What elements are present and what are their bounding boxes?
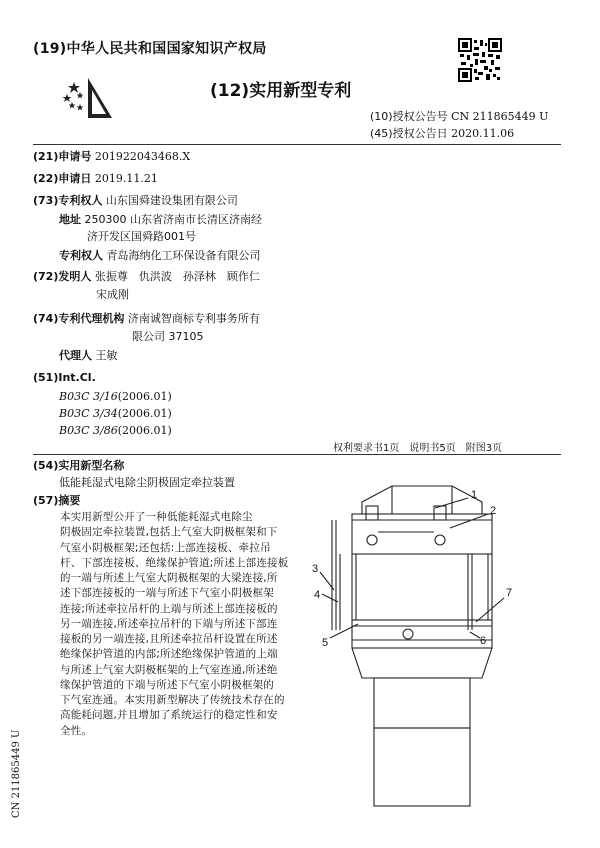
apparatus-drawing [300, 480, 570, 820]
agent-name: 王敏 [95, 349, 118, 362]
qr-code-icon [458, 38, 502, 82]
header-divider [33, 144, 561, 145]
abstract-line: 杆、下部连接板、绝缘保护管道;所述上部连接板 [60, 557, 289, 569]
agent-label: 代理人 [59, 349, 92, 362]
application-number-row [33, 150, 190, 164]
pages-summary: 权利要求书1页 说明书5页 附图3页 [333, 443, 503, 454]
abstract-line: 缘保护管道的下端与所述下气室小阴极框架的 [60, 679, 274, 691]
ipc-version: (2006.01) [117, 390, 172, 403]
patentee-name: 山东国舜建设集团有限公司 [105, 194, 238, 207]
application-number: 201922043468.X [94, 150, 191, 163]
pub-number-row [370, 110, 548, 124]
agency-line-1: 济南诚智商标专利事务所有 [127, 312, 260, 325]
abstract-line: 本实用新型公开了一种低能耗湿式电除尘 [60, 511, 253, 523]
figure-label-1: 1 [471, 489, 478, 501]
agency-row [33, 312, 260, 326]
abstract-label: (57)摘要 [33, 494, 81, 507]
ipc-code: B03C 3/86 [59, 424, 118, 437]
agent-row [59, 349, 118, 363]
second-patentee-label: 专利权人 [59, 249, 103, 262]
cnipa-logo-icon [60, 74, 118, 122]
figure-label-7: 7 [506, 587, 513, 599]
abstract-line: 全性。 [60, 725, 93, 737]
lower-chamber [352, 620, 492, 648]
abstract-line: 气室小阴极框架;还包括:上部连接板、牵拉吊 [60, 542, 271, 554]
pub-date-row [370, 127, 514, 141]
inventors-line-2: 宋成刚 [96, 288, 129, 301]
pub-number-label: (10)授权公告号 [370, 110, 448, 123]
abstract-line: 阴极固定牵拉装置,包括上气室大阴极框架和下 [60, 526, 278, 538]
bottom-duct [374, 728, 470, 806]
pub-number: CN 211865449 U [451, 110, 549, 123]
inventors-line-1: 张振尊 仇洪波 孙泽林 顾作仁 [94, 270, 260, 283]
ipc-code: B03C 3/16 [59, 390, 118, 403]
inventors-row [33, 270, 260, 284]
abstract-line: 与所述上气室大阴极框架的上气室连通,所述绝 [60, 664, 278, 676]
ipc-entry [59, 390, 172, 404]
side-publication-number [5, 700, 29, 820]
utility-model-title-label: (54)实用新型名称 [33, 459, 125, 472]
address-line-2: 济开发区国舜路001号 [87, 230, 196, 243]
pub-date: 2020.11.06 [451, 127, 515, 140]
filing-date-label: (22)申请日 [33, 172, 92, 185]
abstract-line: 接板的另一端连接,且所述牵拉吊杆设置在所述 [60, 633, 278, 645]
address-label: 地址 [59, 213, 81, 226]
filing-date: 2019.11.21 [94, 172, 158, 185]
top-hood [362, 486, 482, 514]
figure-label-5: 5 [322, 637, 329, 649]
abstract-line: 高能耗问题,并且增加了系统运行的稳定性和安 [60, 709, 278, 721]
agency-label: (74)专利代理机构 [33, 312, 125, 325]
ipc-entry [59, 424, 172, 438]
inventors-label: (72)发明人 [33, 270, 92, 283]
figure-label-2: 2 [490, 505, 497, 517]
side-publication-number-text: CN 211865449 U [11, 729, 22, 818]
filing-date-row [33, 172, 158, 186]
abstract-line: 绝缘保护管道的内部;所述绝缘保护管道的上端 [60, 648, 278, 660]
figure-label-6: 6 [480, 635, 487, 647]
ipc-code: B03C 3/34 [59, 407, 118, 420]
abstract-line: 连接;所述牵拉吊杆的上端与所述上部连接板的 [60, 603, 278, 615]
office-name: (19)中华人民共和国国家知识产权局 [33, 41, 267, 57]
document-type: (12)实用新型专利 [210, 81, 352, 101]
biblio-divider [33, 454, 561, 455]
ipc-version: (2006.01) [117, 424, 172, 437]
abstract-line: 另一端连接,所述牵拉吊杆的下端与所述下部连 [60, 618, 278, 630]
agency-line-2: 限公司 37105 [132, 330, 204, 343]
utility-model-title: 低能耗湿式电除尘阴极固定牵拉装置 [59, 476, 235, 489]
second-patentee-name: 青岛海纳化工环保设备有限公司 [106, 249, 261, 262]
second-patentee-row [59, 249, 261, 263]
ipc-entry [59, 407, 172, 421]
patentee-row [33, 194, 238, 208]
ipc-label: (51)Int.Cl. [33, 371, 96, 384]
address-line-1: 250300 山东省济南市长清区济南经 [84, 213, 262, 226]
patentee-label: (73)专利权人 [33, 194, 103, 207]
abstract-line: 下气室连通。本实用新型解决了传统技术存在的 [60, 694, 285, 706]
abstract-line: 的一端与所述上气室大阴极框架的大梁连接,所 [60, 572, 278, 584]
application-number-label: (21)申请号 [33, 150, 92, 163]
address-row [59, 213, 262, 227]
abstract-line: 述下部连接板的一端与所述下气室小阴极框架 [60, 587, 274, 599]
ipc-version: (2006.01) [117, 407, 172, 420]
figure-label-4: 4 [314, 589, 321, 601]
figure-label-3: 3 [312, 563, 319, 575]
pub-date-label: (45)授权公告日 [370, 127, 448, 140]
